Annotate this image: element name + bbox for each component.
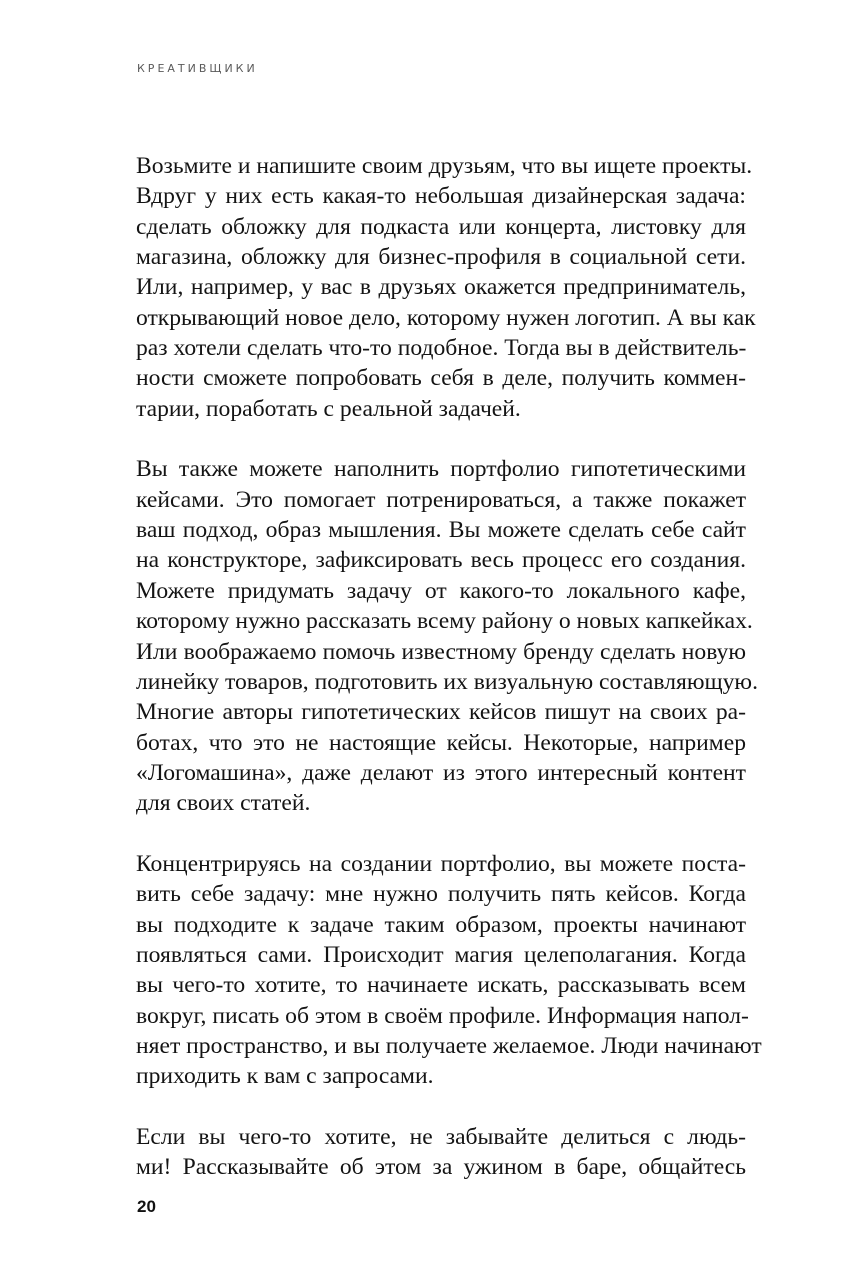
text-line: Или воображаемо помочь известному бренду сделать новую [136,638,746,665]
text-line: няет пространство, и вы получаете желаемое. Люди начинают [136,1032,762,1059]
text-line: сделать обложку для подкаста или концерта, листовку для [136,213,746,240]
text-line: вы подходите к задаче таким образом, проекты начинают [136,911,746,938]
text-line: ваш подход, образ мышления. Вы можете сделать себе сайт [136,517,746,544]
paragraph [136,151,756,424]
text-line: Если вы чего-то хотите, не забывайте делиться с людь- [136,1124,746,1150]
text-line: Концентрируясь на создании портфолио, вы можете поста- [136,850,746,877]
paragraph [136,454,758,818]
text-line: на конструкторе, зафиксировать весь процесс его создания. [136,547,746,574]
text-line: Возьмите и напишите своим друзьям, что вы ищете проекты. [136,153,753,179]
page-number: 20 [137,1197,156,1216]
text-line: вить себе задачу: мне нужно получить пять кейсов. Когда [136,881,746,908]
text-line: Вы также можете наполнить портфолио гипотетическими [136,456,746,483]
text-line: кейсами. Это помогает потренироваться, а также покажет [136,486,746,513]
text-line: Можете придумать задачу от какого-то локального кафе, [136,577,746,604]
paragraph [136,849,762,1092]
text-line: вы чего-то хотите, то начинаете искать, рассказывать всем [136,972,746,999]
text-line: открывающий новое дело, которому нужен логотип. А вы как [136,304,756,331]
text-line: Многие авторы гипотетических кейсов пишут на своих ра- [136,699,746,726]
text-line: которому нужно рассказать всему району о новых капкейках. [136,608,753,635]
body-text [136,151,762,1213]
text-line: магазина, обложку для бизнес-профиля в социальной сети. [136,244,746,271]
text-line: приходить к вам с запросами. [136,1063,434,1090]
text-line: появляться сами. Происходит магия целеполагания. Когда [136,941,746,968]
text-line: Или, например, у вас в друзьях окажется предприниматель, [136,274,746,301]
text-line: для своих статей. [136,790,311,817]
text-line: тарии, поработать с реальной задачей. [136,395,521,422]
text-line: вокруг, писать об этом в своём профиле. Информация напол- [136,1002,749,1029]
paragraph [136,1122,746,1183]
text-line: раз хотели сделать что-то подобное. Тогда вы в действитель- [136,335,747,362]
text-line: ботах, что это не настоящие кейсы. Некоторые, например [136,729,746,756]
text-line: линейку товаров, подготовить их визуальную составляющую. [136,668,758,695]
text-line: ности сможете попробовать себя в деле, получить коммен- [136,365,746,392]
running-head: КРЕАТИВЩИКИ [137,62,258,75]
text-line: Вдруг у них есть какая-то небольшая дизайнерская задача: [136,183,746,210]
text-line: «Логомашина», даже делают из этого интересный контент [136,759,746,786]
text-line: ми! Рассказывайте об этом за ужином в баре, общайтесь [136,1154,746,1181]
